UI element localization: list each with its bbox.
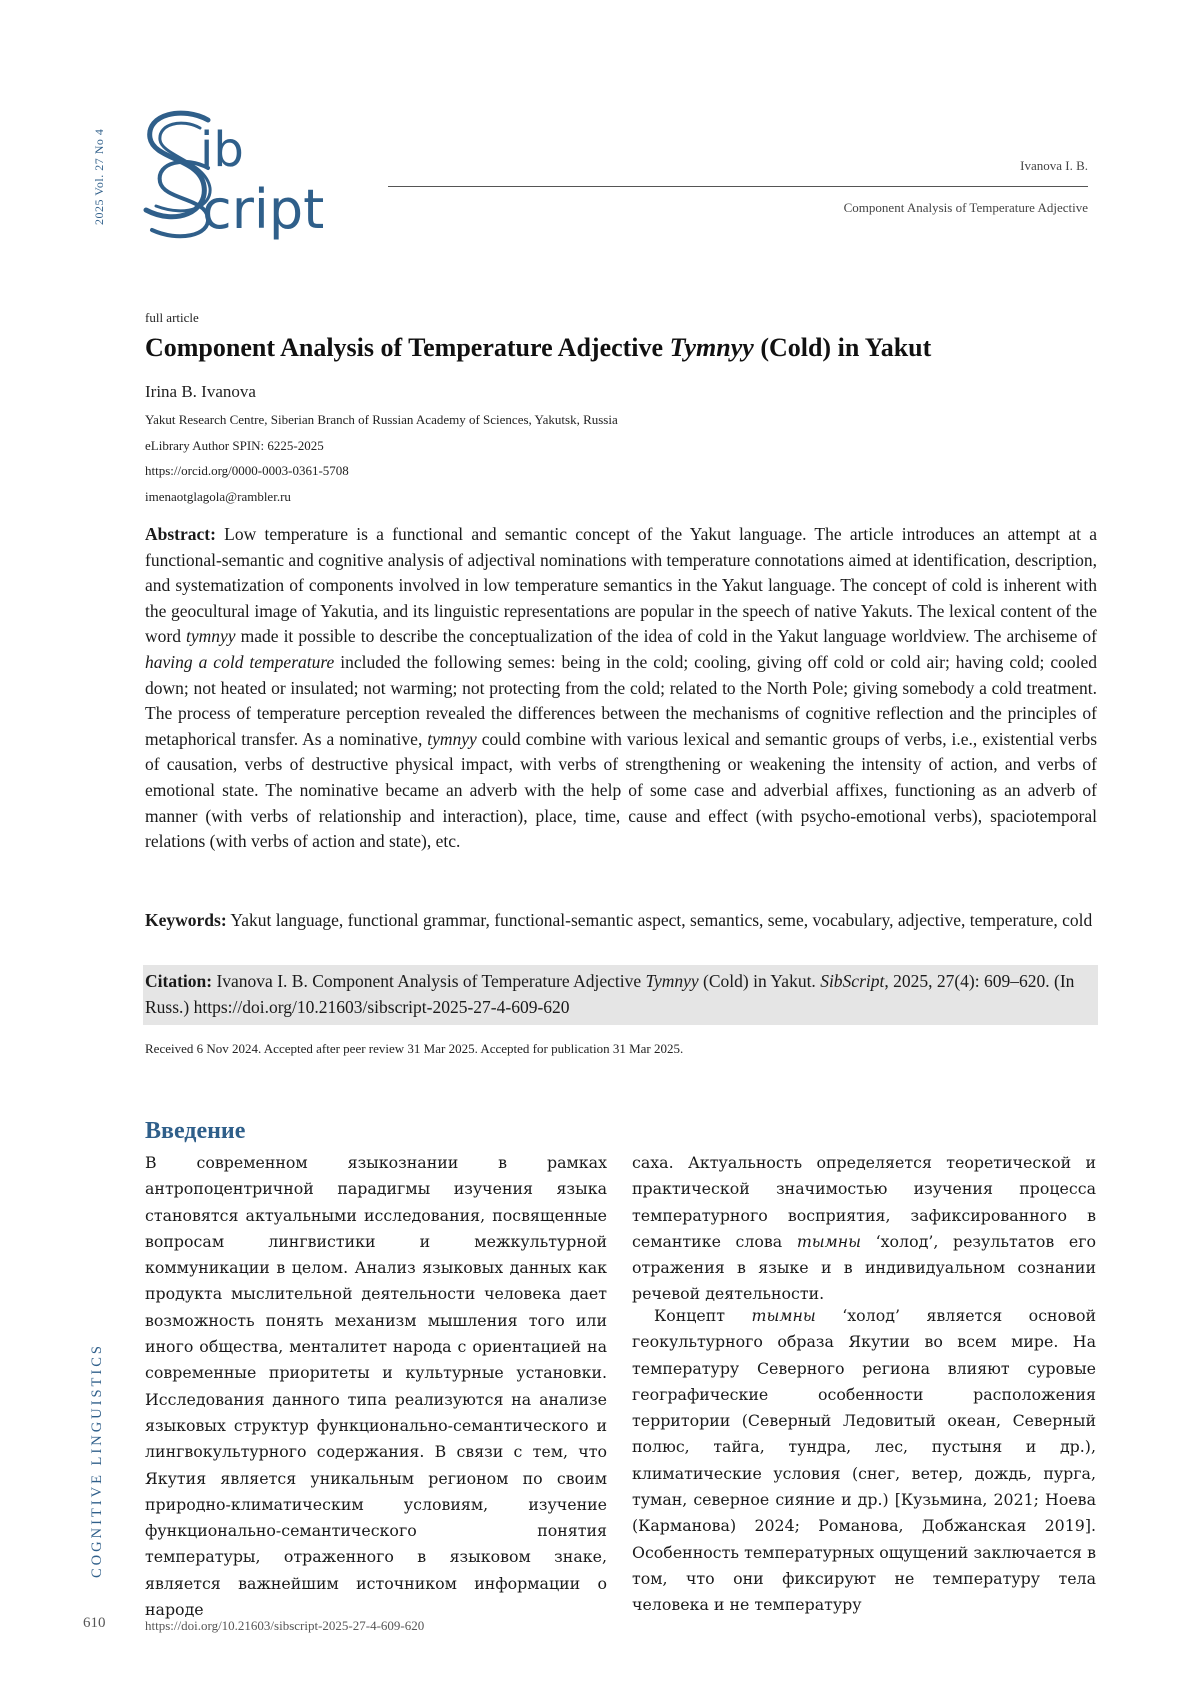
body-text: саха. Актуальность определяется теоретической и практической значимостью изучения процесса температурного восприятия, зафиксированного в семантике слова: [632, 1153, 1096, 1251]
sibscript-logo: [138, 108, 358, 243]
body-text: ‘холод’, результатов его отражения в языке и в индивидуальном сознании речевой деятельности.: [632, 1232, 1096, 1304]
abstract: [145, 522, 1097, 855]
citation-text: (Cold) in Yakut.: [699, 971, 821, 991]
header-running-title: Component Analysis of Temperature Adjective: [844, 200, 1088, 216]
svg-text:ib: ib: [200, 122, 244, 178]
author-orcid[interactable]: https://orcid.org/0000-0003-0361-5708: [145, 463, 349, 479]
section-heading: Введение: [145, 1118, 245, 1145]
article-title: [145, 333, 931, 363]
body-column-left: В современном языкознании в рамках антропоцентричной парадигмы изучения языка становятся актуальными исследования, посвященные вопросам лингвистики и межкультурной коммуникации в целом. Анализ языковых данных как продукта мыслительной деятельности человека дает возможность понять механизм мышления того или иного общества, менталитет народа с ориентацией на современные приоритеты и культурные установки. Исследования данного типа реализуются на анализе языковых структур функционально-семантического и лингвокультурного содержания. В связи с тем, что Якутия является уникальным регионом по своим природно-климатическим условиям, изучение функционально-семантического понятия температуры, отраженного в языковом знаке, является важнейшим источником информации о народе: [145, 1150, 607, 1623]
citation-box: [143, 965, 1098, 1025]
svg-text:cript: cript: [202, 178, 324, 241]
abstract-italic: tymnyy: [186, 626, 236, 646]
abstract-text: could combine with various lexical and semantic groups of verbs, i.e., existential verbs of causation, verbs of destructive physical impact, with verbs of strengthening or weakening the intensity of action, and verbs of emotional state. The nominative became an adverb with the help of some case and adverbial affixes, functioning as an adverb of manner (with verbs of relationship and interaction), place, time, cause and effect (with psycho-emotional verbs), spaciotemporal relations (with verbs of action and state), etc.: [145, 729, 1097, 851]
header-author: Ivanova I. B.: [1020, 158, 1088, 174]
abstract-text: Low temperature is a functional and semantic concept of the Yakut language. The article introduces an attempt at a functional-semantic and cognitive analysis of adjectival nominations with temperature connotations aimed at identification, description, and systematization of components involved in low temperature semantics in the Yakut language. The concept of cold is inherent with the geocultural image of Yakutia, and its linguistic representations are popular in the speech of native Yakuts. The lexical content of the word: [145, 524, 1097, 646]
body-italic: тымны: [797, 1232, 861, 1251]
citation-text: , 2025, 27(4): 609–620. (In Russ.) https://doi.org/10.21603/sibscript-2025-27-4-609-620: [145, 971, 1074, 1017]
received-dates: Received 6 Nov 2024. Accepted after peer review 31 Mar 2025. Accepted for publication 31 Mar 2025.: [145, 1041, 683, 1057]
abstract-italic: having a cold temperature: [145, 652, 334, 672]
abstract-text: made it possible to describe the conceptualization of the idea of cold in the Yakut language worldview. The archiseme of: [236, 626, 1097, 646]
abstract-text: included the following semes: being in the cold; cooling, giving off cold or cold air; having cold; cooled down; not heated or insulated; not warming; not protecting from the cold; related to the North Pole; giving somebody a cold treatment. The process of temperature perception revealed the differences between the mechanisms of cognitive reflection and the principles of metaphorical transfer. As a nominative,: [145, 652, 1097, 749]
abstract-label: Abstract:: [145, 524, 216, 544]
author-email[interactable]: imenaotglagola@rambler.ru: [145, 489, 291, 505]
author-name: Irina B. Ivanova: [145, 382, 256, 402]
title-part: (Cold) in Yakut: [754, 333, 931, 362]
keywords-label: Keywords:: [145, 910, 227, 930]
abstract-italic: tymnyy: [427, 729, 477, 749]
body-column-right-paragraph-1: [632, 1150, 1096, 1308]
author-spin: eLibrary Author SPIN: 6225-2025: [145, 438, 324, 454]
article-type: full article: [145, 310, 199, 326]
body-column-right-paragraph-2: [632, 1303, 1096, 1619]
body-italic: тымны: [752, 1306, 816, 1325]
citation-text: Ivanova I. B. Component Analysis of Temperature Adjective: [212, 971, 645, 991]
title-italic: Tymnyy: [670, 333, 754, 362]
header-rule: [388, 186, 1088, 187]
volume-label: 2025 Vol. 27 No 4: [92, 129, 107, 225]
keywords: [145, 908, 1097, 934]
body-text: Концепт: [654, 1306, 752, 1325]
title-part: Component Analysis of Temperature Adjective: [145, 333, 670, 362]
footer-doi[interactable]: https://doi.org/10.21603/sibscript-2025-27-4-609-620: [145, 1618, 424, 1634]
citation-journal: SibScript: [820, 971, 884, 991]
citation-italic: Tymnyy: [646, 971, 699, 991]
page-number: 610: [83, 1615, 106, 1632]
author-affiliation: Yakut Research Centre, Siberian Branch of Russian Academy of Sciences, Yakutsk, Russia: [145, 412, 618, 428]
body-text: ‘холод’ является основой геокультурного образа Якутии во всем мире. На температуру Северного региона влияют суровые географические особенности расположения территории (Северный Ледовитый океан, Северный полюс, тайга, тундра, лес, пустыня и др.), климатические условия (снег, ветер, дождь, пурга, туман, северное сияние и др.) [Кузьмина, 2021; Ноева (Карманова) 2024; Романова, Добжанская 2019]. Особенность температурных ощущений заключается в том, что они фиксируют не температуру тела человека и не температуру: [632, 1306, 1096, 1614]
keywords-text: Yakut language, functional grammar, functional-semantic aspect, semantics, seme, vocabulary, adjective, temperature, cold: [227, 910, 1093, 930]
rubric-label: COGNITIVE LINGUISTICS: [89, 1343, 106, 1578]
citation-label: Citation:: [145, 971, 212, 991]
